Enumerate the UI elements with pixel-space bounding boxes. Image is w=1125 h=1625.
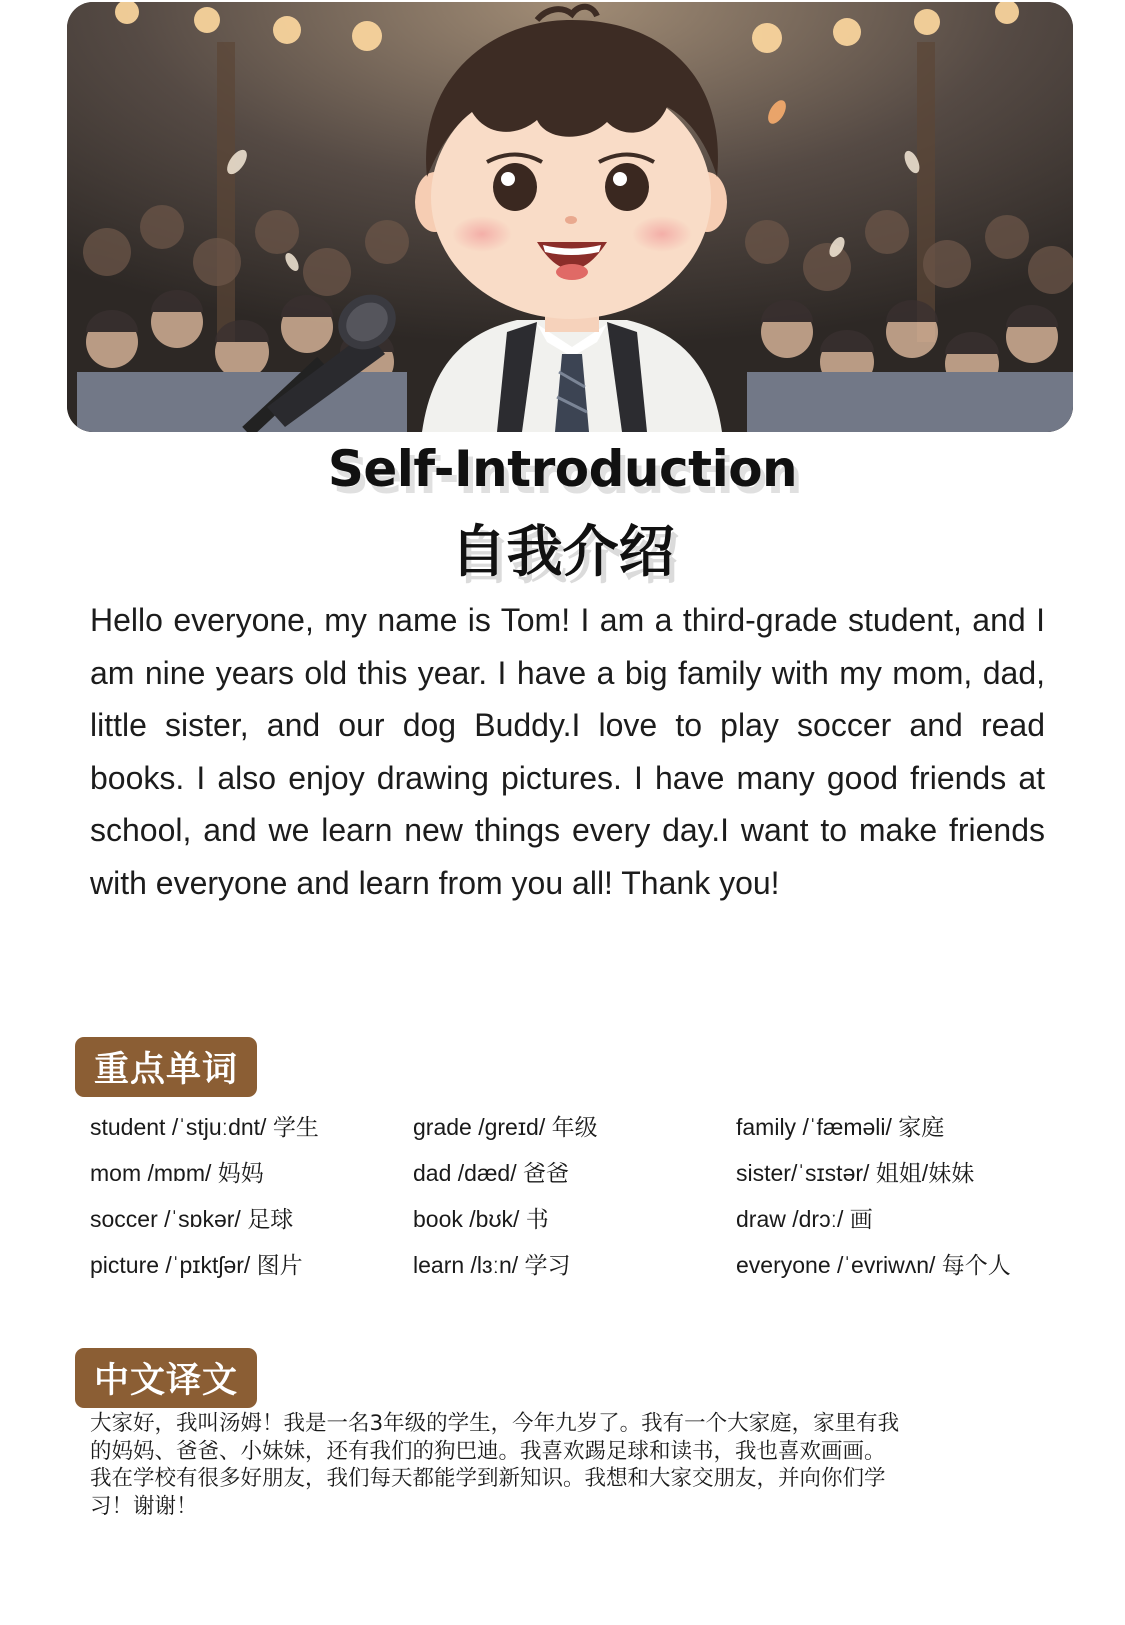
chinese-translation: 大家好，我叫汤姆！我是一名3年级的学生，今年九岁了。我有一个大家庭，家里有我的妈妈、爸爸、小妹妹，还有我们的狗巴迪。我喜欢踢足球和读书，我也喜欢画画。我在学校有很多好朋友，我们每天都能学到新知识。我想和大家交朋友，并向你们学习！谢谢！ xyxy=(90,1411,900,1519)
boy-at-microphone-illustration xyxy=(67,2,1073,432)
vocab-item-picture: picture /ˈpɪktʃər/ 图片 xyxy=(90,1252,303,1278)
vocab-item-soccer: soccer /ˈsɒkər/ 足球 xyxy=(90,1206,294,1232)
vocab-item-student: student /ˈstjuːdnt/ 学生 xyxy=(90,1114,319,1140)
vocabulary-list xyxy=(90,1104,1080,1288)
introduction-passage: Hello everyone, my name is Tom! I am a third-grade student, and I am nine years old this year. I have a big family with my mom, dad, little sister, and our dog Buddy.I love to play soccer and read books. I also enjoy drawing pictures. I have many good friends at school, and we learn new things every day.I want to make friends with everyone and learn from you all! Thank you! xyxy=(90,602,1045,901)
translation-section-label: 中文译文 xyxy=(75,1348,257,1408)
vocab-item-sister: sister/ˈsɪstər/ 姐姐/妹妹 xyxy=(736,1160,975,1186)
vocabulary-section-label: 重点单词 xyxy=(75,1037,257,1097)
vocab-item-book: book /bʊk/ 书 xyxy=(413,1206,549,1232)
vocab-item-learn: learn /lɜːn/ 学习 xyxy=(413,1252,571,1278)
vocab-item-mom: mom /mɒm/ 妈妈 xyxy=(90,1160,264,1186)
vocab-item-dad: dad /dæd/ 爸爸 xyxy=(413,1160,569,1186)
vocab-item-draw: draw /drɔː/ 画 xyxy=(736,1206,873,1232)
vocab-item-grade: grade /ɡreɪd/ 年级 xyxy=(413,1114,598,1140)
vocab-item-family: family /ˈfæməli/ 家庭 xyxy=(736,1114,945,1140)
hero-illustration xyxy=(67,2,1073,432)
page-title-chinese: 自我介绍 xyxy=(450,520,675,585)
page-title-english: Self-Introduction xyxy=(327,440,798,498)
vocab-item-everyone: everyone /ˈevriwʌn/ 每个人 xyxy=(736,1252,1011,1278)
